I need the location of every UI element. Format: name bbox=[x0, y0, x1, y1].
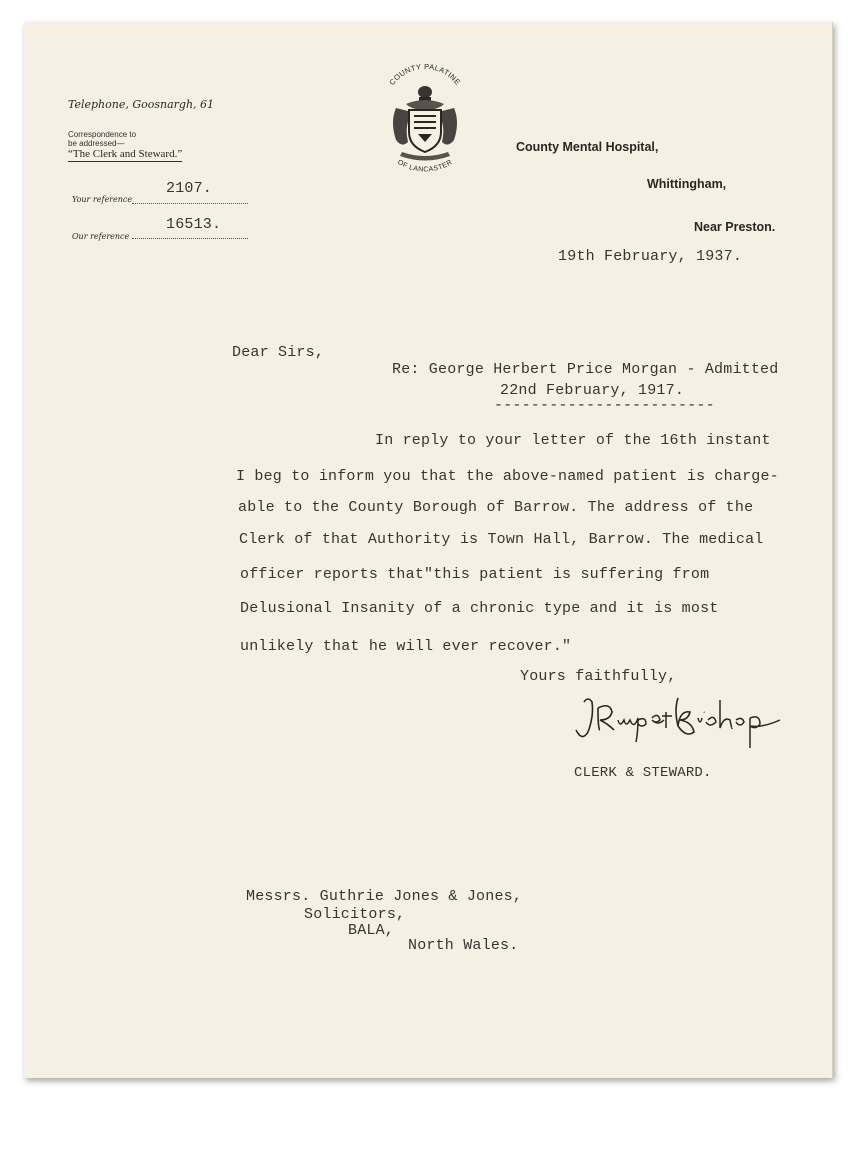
recipient-line-4: North Wales. bbox=[408, 937, 519, 954]
address-line-1: County Mental Hospital, bbox=[516, 140, 659, 154]
recipient-line-3: BALA, bbox=[348, 922, 395, 939]
body-line-6: Delusional Insanity of a chronic type and it is most bbox=[240, 600, 719, 617]
body-line-5: officer reports that"this patient is suffering from bbox=[240, 566, 710, 583]
subject-line-1: Re: George Herbert Price Morgan - Admitted bbox=[392, 361, 779, 378]
your-reference-dots bbox=[132, 203, 248, 204]
closing: Yours faithfully, bbox=[520, 668, 677, 685]
county-crest-icon bbox=[376, 64, 474, 176]
handwritten-signature bbox=[566, 684, 786, 754]
svg-text:COUNTY PALATINE: COUNTY PALATINE bbox=[387, 64, 463, 87]
recipient-line-1: Messrs. Guthrie Jones & Jones, bbox=[246, 888, 523, 905]
our-reference-label: Our reference bbox=[72, 232, 130, 241]
svg-text:OF LANCASTER: OF LANCASTER bbox=[396, 158, 454, 174]
letter-date: 19th February, 1937. bbox=[558, 248, 743, 265]
our-reference-value: 16513. bbox=[166, 216, 222, 233]
address-line-2: Whittingham, bbox=[647, 177, 727, 191]
signatory-title: CLERK & STEWARD. bbox=[574, 765, 712, 781]
body-line-3: able to the County Borough of Barrow. The address of the bbox=[238, 499, 754, 516]
body-line-7: unlikely that he will ever recover." bbox=[240, 638, 572, 655]
correspondence-line-2: be addressed— bbox=[68, 139, 125, 148]
correspondence-addressee: “The Clerk and Steward.” bbox=[68, 148, 183, 160]
body-line-4: Clerk of that Authority is Town Hall, Barrow. The medical bbox=[239, 531, 764, 548]
correspondence-line-1: Correspondence to bbox=[68, 130, 137, 139]
your-reference-value: 2107. bbox=[166, 180, 213, 197]
recipient-line-2: Solicitors, bbox=[304, 906, 406, 923]
body-line-1: In reply to your letter of the 16th instant bbox=[375, 432, 771, 449]
subject-underline: ------------------------ bbox=[494, 397, 715, 414]
our-reference-dots bbox=[132, 238, 248, 239]
address-line-3: Near Preston. bbox=[694, 220, 776, 234]
body-line-2: I beg to inform you that the above-named patient is charge- bbox=[236, 468, 779, 485]
your-reference-label: Your reference bbox=[72, 195, 133, 204]
telephone-line: Telephone, Goosnargh, 61 bbox=[68, 98, 215, 111]
salutation: Dear Sirs, bbox=[232, 344, 325, 361]
subject-line-2: 22nd February, 1917. bbox=[500, 382, 685, 399]
